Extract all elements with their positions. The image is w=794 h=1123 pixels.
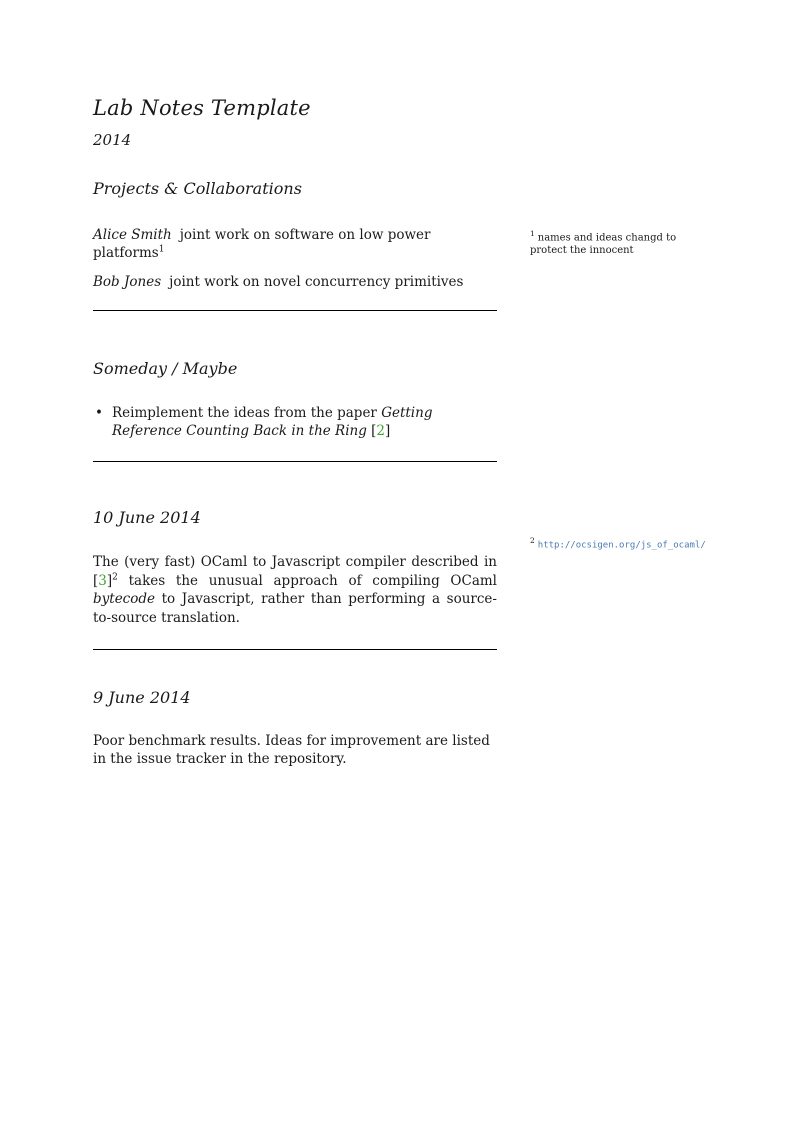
collaboration-description: joint work on novel concurrency primitives (169, 273, 464, 290)
citation-bracket-close: ] (106, 572, 113, 589)
citation-bracket-close: ] (385, 423, 391, 439)
footnote-marker: 2 (530, 536, 535, 545)
sidenote (530, 534, 710, 552)
emphasized-word: bytecode (93, 591, 156, 607)
footnote-marker: 2 (112, 572, 118, 582)
section-divider (93, 461, 497, 462)
sidenote-text: names and ideas changd to protect the innocent (530, 232, 677, 257)
collaborator-name: Alice Smith (93, 226, 172, 243)
collaborator-name: Bob Jones (93, 273, 162, 290)
url-link[interactable]: http://ocsigen.org/js_of_ocaml/ (537, 540, 706, 551)
project-entry (93, 273, 497, 292)
document-year: 2014 (93, 130, 132, 149)
entry-text: to Javascript, rather than performing a source-to-source translation. (93, 591, 497, 626)
footnote-marker: 1 (530, 229, 535, 238)
main-column (93, 0, 497, 769)
todo-text: Reimplement the ideas from the paper (112, 404, 382, 421)
section-heading-date-9-june: 9 June 2014 (93, 688, 191, 707)
citation-link[interactable]: 2 (376, 423, 386, 439)
section-heading-date-10-june: 10 June 2014 (93, 507, 201, 527)
sidenote (530, 227, 710, 257)
journal-entry-paragraph (93, 553, 497, 627)
bullet-icon: • (95, 404, 103, 421)
section-heading-someday: Someday / Maybe (93, 359, 238, 378)
citation-link[interactable]: 3 (98, 572, 107, 589)
entry-text: takes the unusual approach of compiling OCaml (117, 572, 497, 589)
collaboration-description: joint work on software on low power platforms (93, 226, 431, 261)
footnote-marker: 1 (158, 244, 165, 255)
citation-bracket-open: [ (366, 423, 377, 439)
paper-title: Getting Reference Counting Back in the Ring (112, 404, 433, 439)
journal-entry-paragraph: Poor benchmark results. Ideas for improvement are listed in the issue tracker in the repository. (93, 732, 490, 767)
entry-text: The (very fast) OCaml to Javascript compiler described in [ (93, 554, 497, 589)
document-title: Lab Notes Template (93, 96, 311, 120)
section-divider (93, 310, 497, 311)
section-heading-projects: Projects & Collaborations (93, 179, 302, 198)
todo-list-item (93, 404, 497, 441)
project-entry (93, 226, 497, 263)
section-divider (93, 649, 497, 650)
